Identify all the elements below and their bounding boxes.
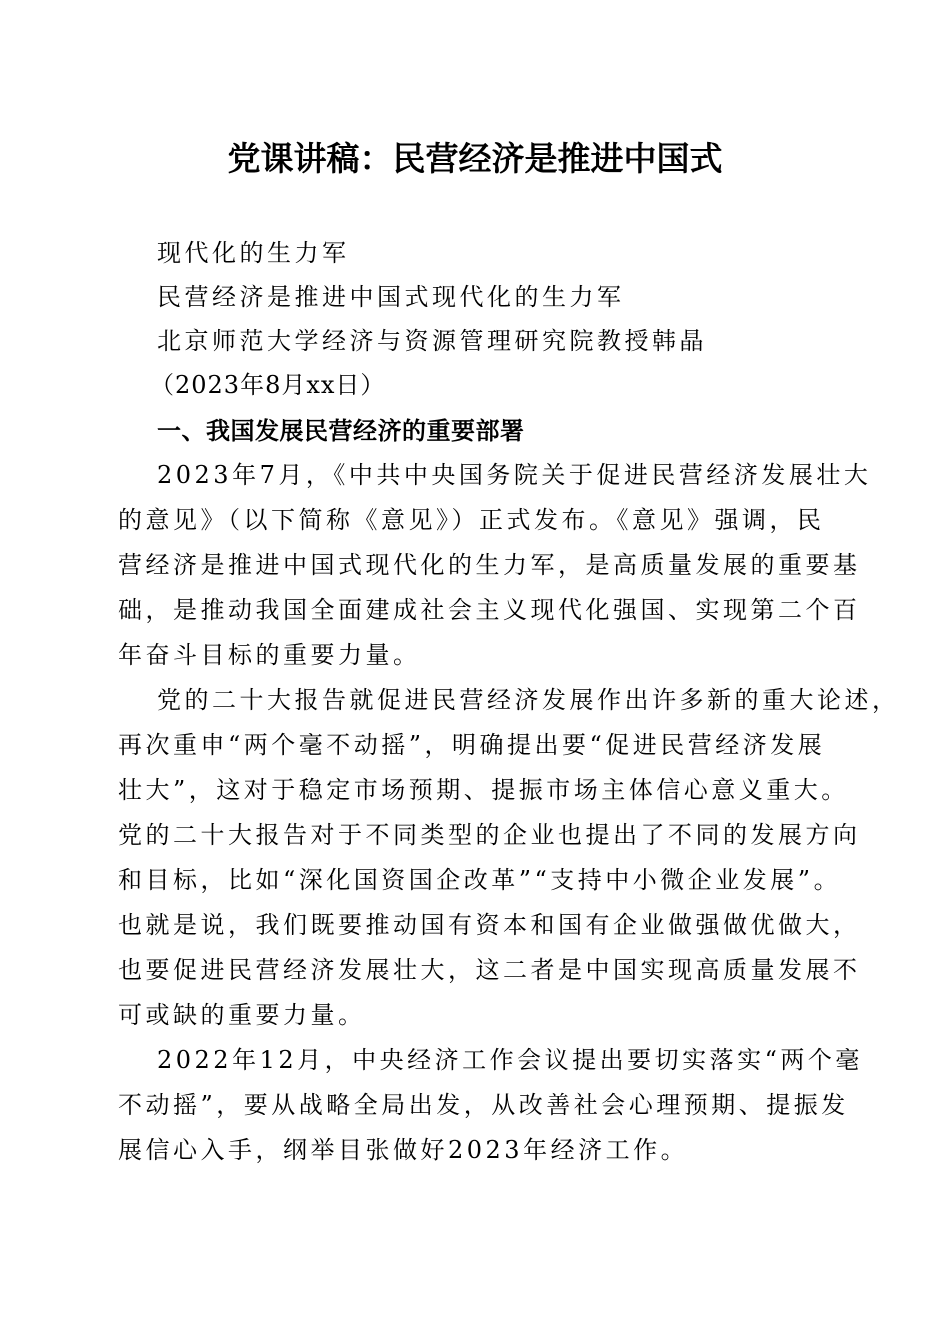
date-line: （2023年8月xx日） [150, 371, 386, 399]
author-line: 北京师范大学经济与资源管理研究院教授韩晶 [157, 327, 707, 355]
paragraph-1-line: 年奋斗目标的重要力量。 [118, 641, 421, 669]
paragraph-3-line: 不动摇”，要从战略全局出发，从改善社会心理预期、提振发 [118, 1091, 849, 1119]
paragraph-3-line: 展信心入手，纲举目张做好2023年经济工作。 [118, 1136, 689, 1164]
title-continuation: 现代化的生力军 [157, 239, 350, 267]
document-title: 党课讲稿：民营经济是推进中国式 [227, 139, 723, 178]
subtitle: 民营经济是推进中国式现代化的生力军 [157, 283, 625, 311]
paragraph-2-line: 也要促进民营经济发展壮大，这二者是中国实现高质量发展不 [118, 956, 861, 984]
paragraph-2-line: 再次重申“两个毫不动摇”，明确提出要“促进民营经济发展 [118, 731, 826, 759]
paragraph-2-line: 党的二十大报告对于不同类型的企业也提出了不同的发展方向 [118, 821, 861, 849]
paragraph-1-line: 础，是推动我国全面建成社会主义现代化强国、实现第二个百 [118, 596, 861, 624]
paragraph-2-line: 壮大”，这对于稳定市场预期、提振市场主体信心意义重大。 [118, 776, 849, 804]
paragraph-1-line: 的意见》（以下简称《意见》）正式发布。《意见》强调，民 [118, 506, 825, 534]
paragraph-2-line: 和目标，比如“深化国资国企改革”“支持中小微企业发展”。 [118, 866, 842, 894]
paragraph-1-line: 营经济是推进中国式现代化的生力军，是高质量发展的重要基 [118, 551, 861, 579]
paragraph-2-line: 党的二十大报告就促进民营经济发展作出许多新的重大论述， [157, 686, 900, 714]
paragraph-3-line: 2022年12月，中央经济工作会议提出要切实落实“两个毫 [157, 1046, 863, 1074]
section-heading: 一、我国发展民营经济的重要部署 [157, 417, 525, 445]
paragraph-2-line: 可或缺的重要力量。 [118, 1001, 366, 1029]
paragraph-1-line: 2023年7月，《中共中央国务院关于促进民营经济发展壮大 [157, 461, 872, 489]
paragraph-2-line: 也就是说，我们既要推动国有资本和国有企业做强做优做大， [118, 911, 861, 939]
